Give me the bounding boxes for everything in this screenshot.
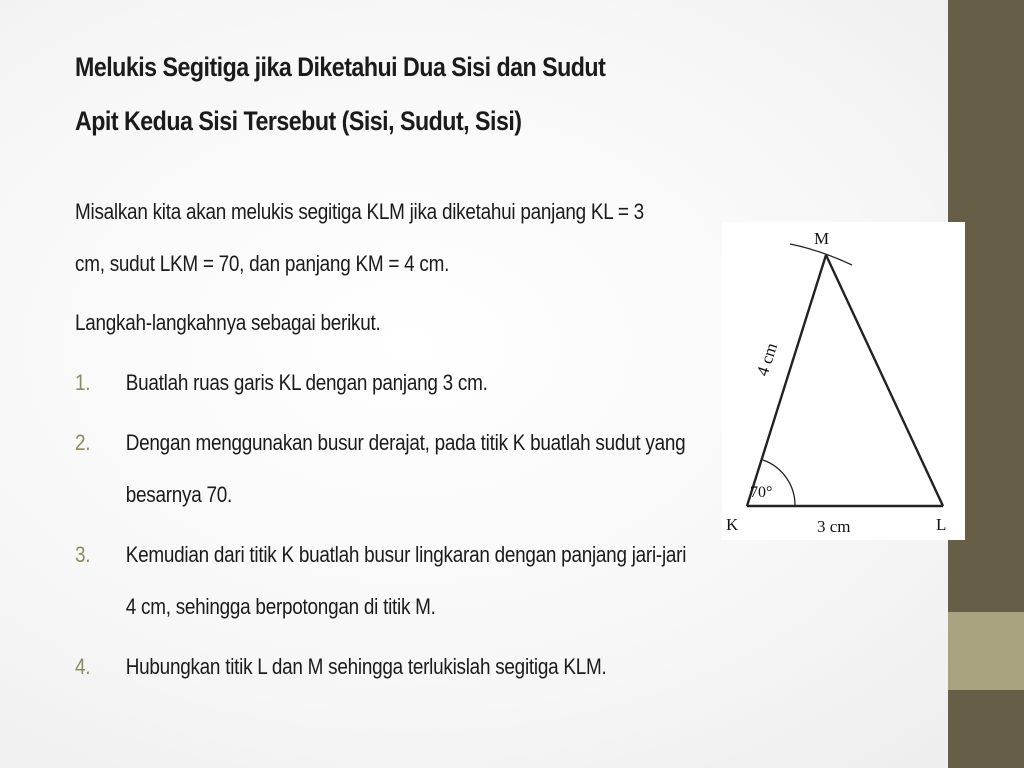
step-number: 4. (75, 654, 91, 679)
side-band-bottom (948, 690, 1024, 768)
vertex-l-label: L (936, 515, 947, 534)
vertex-k-label: K (726, 515, 739, 534)
steps-label: Langkah-langkahnya sebagai berikut. (75, 310, 381, 335)
step-item (75, 357, 694, 409)
step-number: 2. (75, 430, 91, 455)
step-number: 3. (75, 542, 91, 567)
side-lm-line (826, 255, 943, 506)
side-kl-label: 3 cm (817, 517, 851, 536)
step-item (75, 529, 694, 633)
step-text: Kemudian dari titik K buatlah busur lingkaran dengan panjang jari-jari 4 cm, sehingga berpotongan di titik M. (125, 542, 687, 619)
step-text: Dengan menggunakan busur derajat, pada titik K buatlah sudut yang besarnya 70. (125, 430, 686, 507)
vertex-m-label: M (814, 229, 830, 248)
triangle-figure (722, 222, 965, 540)
step-number: 1. (75, 370, 91, 395)
angle-k-label: 70° (750, 484, 773, 501)
intro-paragraph: Misalkan kita akan melukis segitiga KLM jika diketahui panjang KL = 3 cm, sudut LKM = 70, dan panjang KM = 4 cm. (75, 199, 644, 276)
step-text: Hubungkan titik L dan M sehingga terlukislah segitiga KLM. (125, 654, 607, 679)
slide-title: Melukis Segitiga jika Diketahui Dua Sisi dan Sudut Apit Kedua Sisi Tersebut (Sisi, Sudut, Sisi) (75, 52, 606, 136)
side-band-middle (948, 612, 1024, 690)
triangle-diagram (722, 222, 965, 540)
side-km-label: 4 cm (752, 340, 782, 379)
step-item (75, 417, 694, 521)
step-item (75, 641, 694, 693)
step-text: Buatlah ruas garis KL dengan panjang 3 cm. (125, 370, 488, 395)
side-km-line (747, 255, 826, 506)
